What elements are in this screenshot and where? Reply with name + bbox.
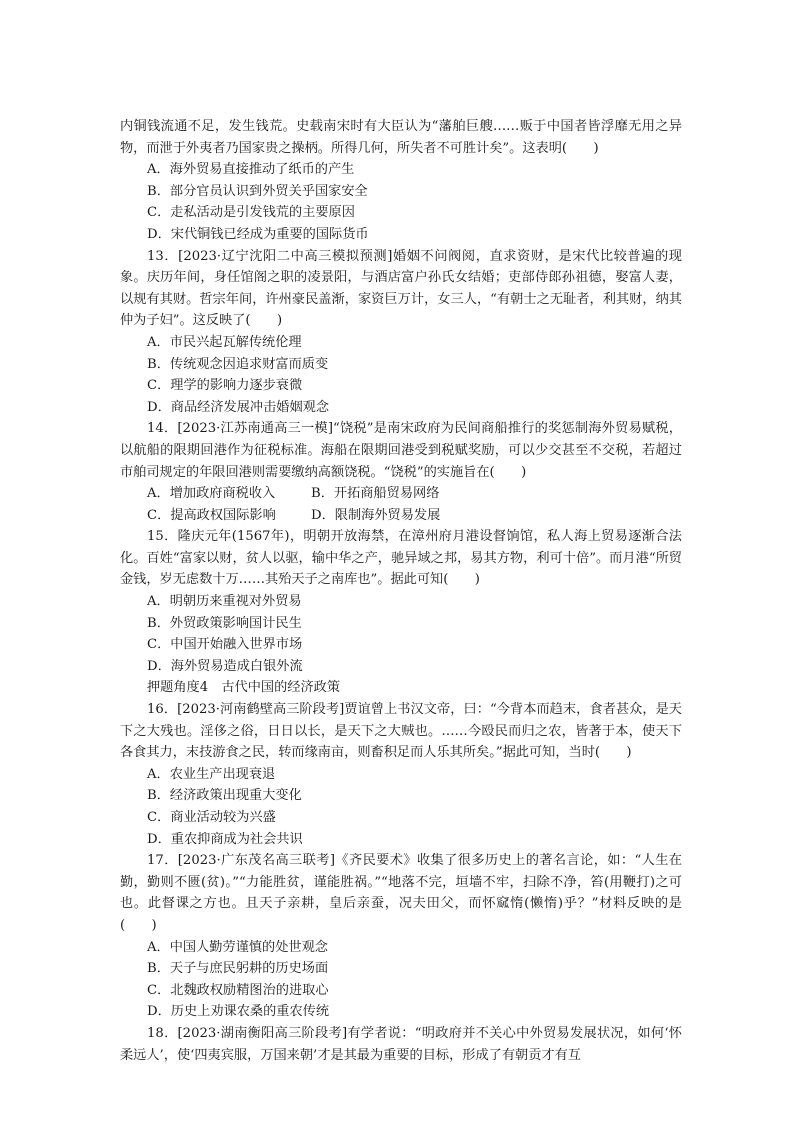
answer-option: A．中国人勤劳谨慎的处世观念 (147, 939, 328, 955)
answer-option: B．传统观念因追求财富而质变 (147, 356, 329, 372)
answer-option: C．走私活动是引发钱荒的主要原因 (147, 205, 355, 221)
answer-option: C．提高政权国际影响 (147, 507, 276, 523)
question-text: 15．隆庆元年(1567年)，明朝开放海禁，在漳州府月港设督饷馆，私人海上贸易逐渐合法化。百姓“富家以财，贫人以驱，输中华之产，驰异域之邦，易其方物，利可十倍”。而月港“所贸金钱，岁无虑数十万……其殆天子之南库也”。据此可知( ) (120, 529, 682, 588)
answer-option: D．历史上劝课农桑的重农传统 (147, 1004, 330, 1020)
question-text: 18．[2023·湖南衡阳高三阶段考]有学者说：“明政府并不关心中外贸易发展状况，如何‘怀柔远人’，使‘四夷宾服，万国来朝’才是其最为重要的目标，形成了有朝贡才有互 (120, 1025, 682, 1063)
question-text: 17．[2023·广东茂名高三联考]《齐民要术》收集了很多历史上的著名言论，如：“人生在勤，勤则不匮(贫)。”“力能胜贫，谨能胜祸。”“地落不完，垣墙不牢，扫除不净，笞(用鞭打)之可也。此督课之方也。且天子亲耕，皇后亲蚕，况夫田父，而怀窳惰(懒惰)乎？”材料反映的是( ) (120, 853, 682, 933)
answer-option: A．海外贸易直接推动了纸币的产生 (147, 162, 355, 178)
question-text: 13．[2023·辽宁沈阳二中高三模拟预测]婚姻不问阀阅，直求资财，是宋代比较普遍的现象。庆历年间，身任馆阁之职的凌景阳，与酒店富户孙氏女结婚；吏部侍郎孙祖德，娶富人妻，以规有其财。哲宗年间，许州豪民盖渐，家资巨万计，女三人，“有朝士之无耻者，利其财，纳其仲为子妇”。这反映了( ) (120, 248, 682, 329)
answer-option: C．理学的影响力逐步衰微 (147, 378, 303, 394)
answer-option: C．中国开始融入世界市场 (147, 637, 303, 653)
answer-option: A．市民兴起瓦解传统伦理 (147, 334, 302, 350)
answer-option-row (120, 483, 682, 505)
answer-option: D．限制海外贸易发展 (311, 507, 441, 523)
answer-option-row (120, 505, 682, 527)
question-text: 内铜钱流通不足，发生钱荒。史载南宋时有大臣认为“藩舶巨艘……贩于中国者皆浮靡无用之异物，而泄于外夷者乃国家贵之操柄。所得几何，所失者不可胜计矣”。这表明( ) (120, 119, 682, 156)
answer-option: A．明朝历来重视对外贸易 (147, 594, 302, 610)
answer-option: B．天子与庶民躬耕的历史场面 (147, 961, 329, 977)
answer-option: B．开拓商船贸易网络 (311, 486, 440, 502)
answer-option: A．农业生产出现衰退 (147, 766, 276, 782)
answer-option: D．重农抑商成为社会共识 (147, 831, 303, 847)
question-text: 16．[2023·河南鹤壁高三阶段考]贾谊曾上书汉文帝，曰：“今背本而趋末，食者甚众，是天下之大残也。淫侈之俗，日日以长，是天下之大贼也。……今殴民而归之农，皆著于本，使天下各食其力，末技游食之民，转而缘南亩，则畜积足而人乐其所矣。”据此可知，当时( ) (120, 702, 682, 761)
answer-option: B．外贸政策影响国计民生 (147, 615, 302, 631)
answer-option: D．商品经济发展冲击婚姻观念 (147, 399, 330, 415)
answer-option: C．北魏政权励精图治的进取心 (147, 982, 329, 998)
question-text: 14．[2023·江苏南通高三一模]“饶税”是南宋政府为民间商船推行的奖惩制海外贸易赋税，以航船的限期回港作为征税标准。海船在限期回港受到税赋奖励，可以少交甚至不交税，若超过市舶司规定的年限回港则需要缴纳高额饶税。“饶税”的实施旨在( ) (120, 421, 682, 480)
answer-option: D．海外贸易造成白银外流 (147, 658, 303, 674)
answer-option: A．增加政府商税收入 (147, 486, 276, 502)
section-heading: 押题角度4 古代中国的经济政策 (147, 680, 341, 696)
answer-option: C．商业活动较为兴盛 (147, 810, 276, 825)
answer-option: D．宋代铜钱已经成为重要的国际货币 (147, 226, 369, 242)
answer-option: B．经济政策出现重大变化 (147, 788, 302, 804)
answer-option: B．部分官员认识到外贸关乎国家安全 (147, 183, 368, 199)
